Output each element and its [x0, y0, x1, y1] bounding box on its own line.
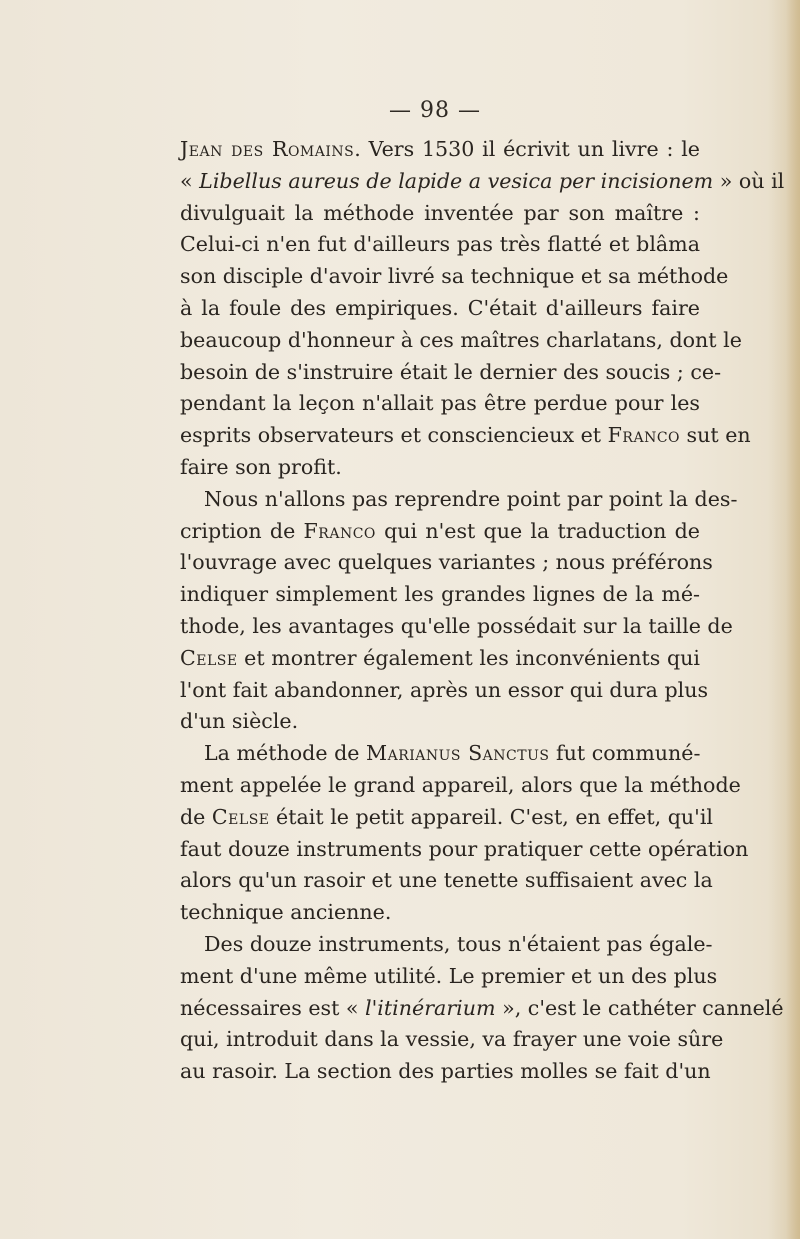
text-line: [180, 738, 700, 770]
text-segment: au rasoir. La section des parties molles se fait d'un: [180, 1059, 711, 1084]
text-line: [180, 802, 713, 834]
text-line: [180, 929, 713, 961]
text-segment: nécessaires est «: [180, 995, 366, 1020]
text-line: [180, 261, 729, 293]
text-segment: thode, les avantages qu'elle possédait sur la taille de: [180, 613, 733, 638]
text-segment: » où il: [713, 168, 785, 193]
text-segment: son disciple d'avoir livré sa technique et sa méthode: [180, 264, 729, 289]
text-line: [180, 865, 713, 897]
text-line: [180, 452, 700, 484]
text-segment: de: [180, 804, 212, 829]
text-line: [180, 611, 733, 643]
text-segment: ment appelée le grand appareil, alors que la méthode: [180, 772, 741, 797]
text-segment: esprits observateurs et consciencieux et: [180, 423, 608, 448]
text-line: [180, 993, 784, 1025]
text-segment: », c'est le cathéter cannelé: [495, 995, 784, 1020]
text-segment: Celui-ci n'en fut d'ailleurs pas très flatté et blâma: [180, 232, 700, 257]
body-text: [180, 134, 785, 1088]
text-segment: cription de: [180, 518, 304, 543]
text-segment: faire son profit.: [180, 454, 342, 479]
text-line: [180, 770, 741, 802]
text-line: [180, 420, 751, 452]
italic-title: l'itinérarium: [365, 995, 496, 1020]
text-line: [180, 1024, 724, 1056]
proper-name: Celse: [211, 804, 270, 829]
text-segment: et montrer également les inconvénients qui: [237, 645, 700, 670]
text-line: [180, 1056, 711, 1088]
text-line: [180, 229, 700, 261]
text-segment: Des douze instruments, tous n'étaient pas égale-: [204, 931, 713, 956]
text-segment: pendant la leçon n'allait pas être perdue pour les: [180, 391, 700, 416]
text-line: [180, 293, 700, 325]
text-segment: l'ouvrage avec quelques variantes ; nous préférons: [180, 550, 713, 575]
page-edge: [786, 0, 800, 1239]
text-line: [180, 325, 742, 357]
text-segment: fut communé-: [549, 741, 701, 766]
proper-name: Franco: [303, 518, 376, 543]
text-segment: d'un siècle.: [180, 709, 299, 734]
italic-title: Libellus aureus de lapide a vesica per incisionem: [199, 168, 714, 193]
text-segment: qui n'est que la traduction de: [375, 518, 700, 543]
text-line: [180, 834, 749, 866]
proper-name: Celse: [180, 645, 238, 670]
text-line: [180, 579, 700, 611]
text-segment: beaucoup d'honneur à ces maîtres charlatans, dont le: [180, 327, 742, 352]
text-line: [180, 961, 718, 993]
text-line: [180, 547, 713, 579]
text-segment: ment d'une même utilité. Le premier et un des plus: [180, 963, 718, 988]
text-line: [180, 484, 738, 516]
text-line: [180, 706, 700, 738]
text-segment: faut douze instruments pour pratiquer cette opération: [180, 836, 749, 861]
text-segment: technique ancienne.: [180, 900, 392, 925]
text-segment: sut en: [680, 423, 751, 448]
text-segment: divulguait la méthode inventée par son maître :: [180, 200, 700, 225]
text-line: [180, 198, 700, 230]
text-line: [180, 388, 700, 420]
text-line: [180, 357, 722, 389]
text-line: [180, 516, 700, 548]
text-segment: La méthode de: [204, 741, 366, 766]
text-segment: besoin de s'instruire était le dernier des soucis ; ce-: [180, 359, 722, 384]
proper-name: Marianus Sanctus: [366, 741, 550, 766]
text-segment: à la foule des empiriques. C'était d'ailleurs faire: [180, 295, 700, 320]
text-line: [180, 643, 700, 675]
proper-name: Franco: [607, 423, 681, 448]
text-segment: qui, introduit dans la vessie, va frayer une voie sûre: [180, 1027, 724, 1052]
text-segment: indiquer simplement les grandes lignes de la mé-: [180, 582, 700, 607]
text-segment: Nous n'allons pas reprendre point par point la des-: [204, 486, 738, 511]
text-segment: était le petit appareil. C'est, en effet, qu'il: [269, 804, 713, 829]
text-line: [180, 166, 785, 198]
text-segment: l'ont fait abandonner, après un essor qui dura plus: [180, 677, 709, 702]
text-segment: «: [180, 168, 200, 193]
text-line: [180, 897, 700, 929]
page-number: — 98 —: [389, 98, 481, 123]
text-line: [180, 675, 709, 707]
text-segment: alors qu'un rasoir et une tenette suffisaient avec la: [180, 868, 713, 893]
text-segment: . Vers 1530 il écrivit un livre : le: [354, 137, 700, 161]
text-line: [180, 134, 700, 166]
proper-name: Jean des Romains: [180, 137, 355, 161]
